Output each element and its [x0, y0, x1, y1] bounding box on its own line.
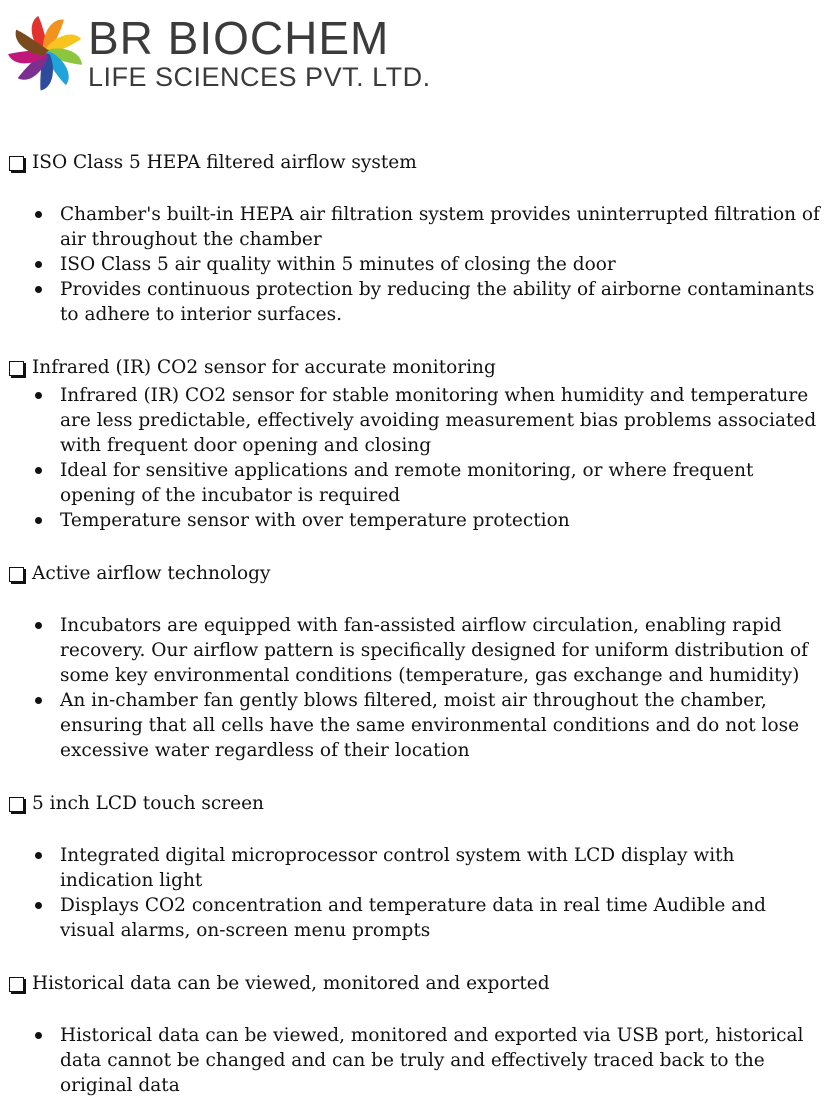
list-item: Integrated digital microprocessor control system with LCD display with indication light: [60, 843, 826, 893]
checkbox-icon: [9, 156, 24, 171]
checkbox-icon: [9, 797, 24, 812]
list-item: Chamber's built-in HEPA air filtration system provides uninterrupted filtration of air throughout the chamber: [60, 202, 826, 252]
checkbox-icon: [9, 361, 24, 376]
bullet-list: [8, 383, 826, 533]
bullet-list: [8, 843, 826, 943]
section-title: Active airflow technology: [32, 563, 271, 584]
list-item: An in-chamber fan gently blows filtered, moist air throughout the chamber, ensuring that all cells have the same environmental conditions and do not lose excessive water regardless of their location: [60, 688, 826, 763]
section-heading: [8, 561, 826, 587]
brand-subtitle: LIFE SCIENCES PVT. LTD.: [88, 62, 431, 92]
section-hepa: [8, 150, 826, 327]
section-title: Historical data can be viewed, monitored and exported: [32, 973, 550, 994]
checkbox-icon: [9, 977, 24, 992]
brand-name: BR BIOCHEM: [88, 12, 390, 64]
list-item: Ideal for sensitive applications and remote monitoring, or where frequent opening of the incubator is required: [60, 458, 826, 508]
section-co2-sensor: [8, 355, 826, 533]
pinwheel-logo-icon: [4, 12, 88, 94]
list-item: Incubators are equipped with fan-assisted airflow circulation, enabling rapid recovery. Our airflow pattern is specifically designed for uniform distribution of some key environmental conditions (temperature, gas exchange and humidity): [60, 613, 826, 688]
section-heading: [8, 150, 826, 176]
brand-block: [88, 14, 431, 92]
list-item: Provides continuous protection by reducing the ability of airborne contaminants to adhere to interior surfaces.: [60, 277, 826, 327]
section-lcd: [8, 791, 826, 943]
list-item: ISO Class 5 air quality within 5 minutes of closing the door: [60, 252, 826, 277]
bullet-list: [8, 202, 826, 327]
company-header: [4, 12, 524, 94]
section-title: 5 inch LCD touch screen: [32, 793, 264, 814]
list-item: Displays CO2 concentration and temperature data in real time Audible and visual alarms, on-screen menu prompts: [60, 893, 826, 943]
section-heading: [8, 355, 826, 381]
feature-list: [8, 150, 826, 1098]
list-item: Temperature sensor with over temperature protection: [60, 508, 826, 533]
checkbox-icon: [9, 567, 24, 582]
list-item: Infrared (IR) CO2 sensor for stable monitoring when humidity and temperature are less predictable, effectively avoiding measurement bias problems associated with frequent door opening and closing: [60, 383, 826, 458]
section-heading: [8, 971, 826, 997]
section-title: ISO Class 5 HEPA filtered airflow system: [32, 152, 417, 173]
list-item: Historical data can be viewed, monitored and exported via USB port, historical data cannot be changed and can be truly and effectively traced back to the original data: [60, 1023, 826, 1098]
section-historical-data: [8, 971, 826, 1098]
section-title: Infrared (IR) CO2 sensor for accurate monitoring: [32, 357, 496, 378]
section-heading: [8, 791, 826, 817]
bullet-list: [8, 1023, 826, 1098]
section-airflow: [8, 561, 826, 763]
bullet-list: [8, 613, 826, 763]
